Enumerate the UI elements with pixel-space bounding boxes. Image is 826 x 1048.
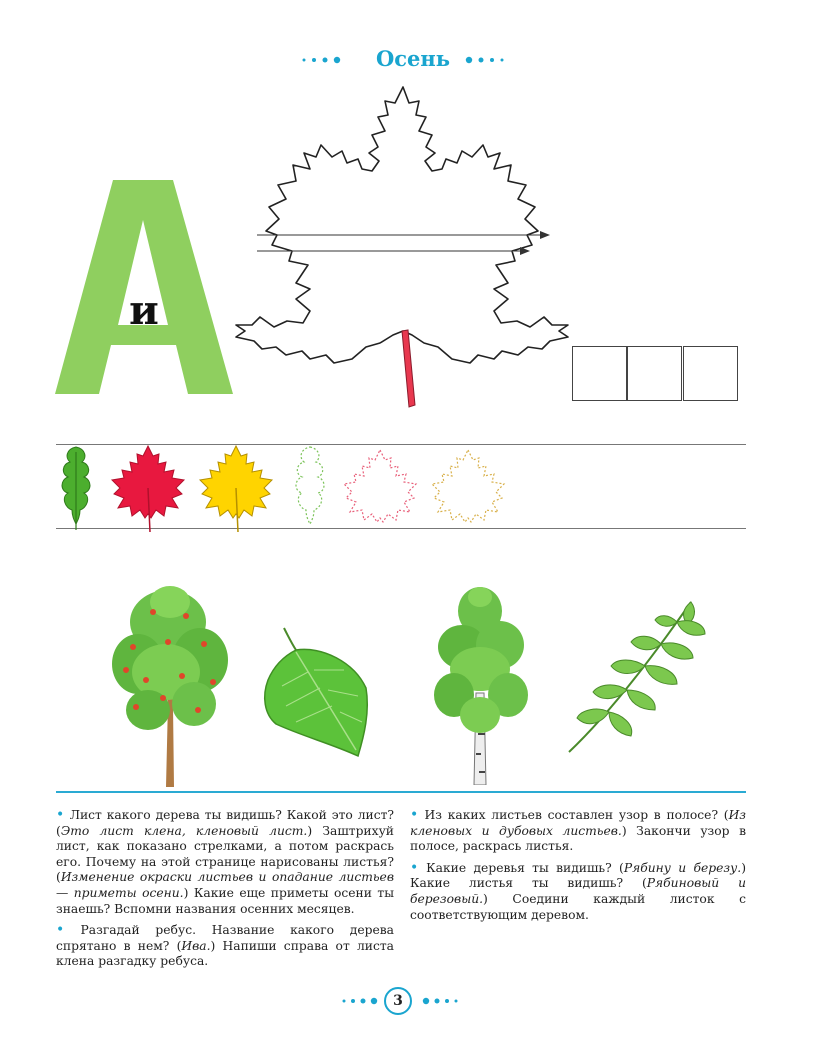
- rebus-box-2[interactable]: [627, 346, 682, 401]
- dotted-oak-leaf-icon: [296, 447, 324, 524]
- text-segment: Разгадай ребус. Название какого дерева спрятано в нем? (: [56, 923, 394, 953]
- text-segment: Какие деревья ты видишь? (: [426, 860, 624, 875]
- birch-leaf-icon: [262, 626, 372, 760]
- page-title: Осень: [375, 46, 451, 71]
- big-letter-a: [55, 180, 235, 395]
- text-segment: ) Какие еще приметы осени ты знаешь? Вспомни названия осенних месяцев.: [56, 885, 394, 916]
- bullet-icon: •: [56, 922, 81, 939]
- section-divider: [56, 791, 746, 793]
- bullet-icon: •: [56, 807, 70, 823]
- oak-leaf-icon: [62, 447, 90, 530]
- page-header: [0, 40, 826, 80]
- answer-text: Рябиновый и березовый.: [410, 876, 747, 906]
- footer-dots-right-icon: [418, 995, 460, 1007]
- bullet-icon: •: [410, 859, 427, 876]
- answer-text: Изменение окраски листьев и опадание листьев — приметы осени.: [56, 870, 394, 900]
- text-segment: ) Заштрихуй лист, как показано стрелками, а потом раскрась его. Почему на этой странице нарисованы листья? (: [56, 823, 394, 885]
- paragraph-rebus: [56, 923, 394, 970]
- paragraph-trees: [410, 861, 746, 923]
- text-segment: ) Закончи узор в полосе, раскрась листья.: [410, 823, 746, 854]
- rebus-box-1[interactable]: [572, 346, 627, 401]
- maple-leaf-outline-icon: [232, 85, 577, 415]
- bullet-icon: •: [410, 807, 425, 823]
- answer-text: Из кленовых и дубовых листьев.: [410, 808, 747, 838]
- footer-dots-left-icon: [340, 995, 382, 1007]
- leaf-pattern-strip: [56, 444, 536, 532]
- text-segment: Из каких листьев составлен узор в полосе? (: [424, 808, 729, 822]
- page-number: 3: [384, 987, 412, 1015]
- text-segment: ) Напиши справа от листа клена разгадку ребуса.: [56, 938, 394, 969]
- red-maple-leaf-icon: [112, 446, 184, 532]
- paragraph-maple-leaf: [56, 808, 394, 917]
- text-column-left: [56, 808, 394, 976]
- dotted-yellow-maple-leaf-icon: [432, 450, 504, 522]
- text-segment: ) Соедини каждый листок с соответствующим деревом.: [410, 891, 746, 922]
- header-dots-right-icon: [463, 54, 523, 66]
- rebus-box-3[interactable]: [683, 346, 738, 401]
- yellow-maple-leaf-icon: [200, 446, 272, 532]
- rowan-leaf-icon: [565, 598, 710, 758]
- text-segment: ) Какие листья ты видишь? (: [410, 860, 746, 891]
- text-column-right: [410, 808, 746, 929]
- text-segment: Лист какого дерева ты видишь? Какой это лист? (: [56, 808, 394, 838]
- small-letter-i: и: [129, 287, 159, 334]
- answer-text: Ива.: [181, 938, 211, 953]
- rowan-tree-icon: [108, 582, 238, 787]
- birch-tree-icon: [426, 583, 534, 785]
- paragraph-pattern: [410, 808, 746, 855]
- answer-text: Это лист клена, кленовый лист.: [60, 823, 308, 838]
- dotted-red-maple-leaf-icon: [344, 450, 416, 522]
- answer-text: Рябину и березу.: [623, 860, 742, 875]
